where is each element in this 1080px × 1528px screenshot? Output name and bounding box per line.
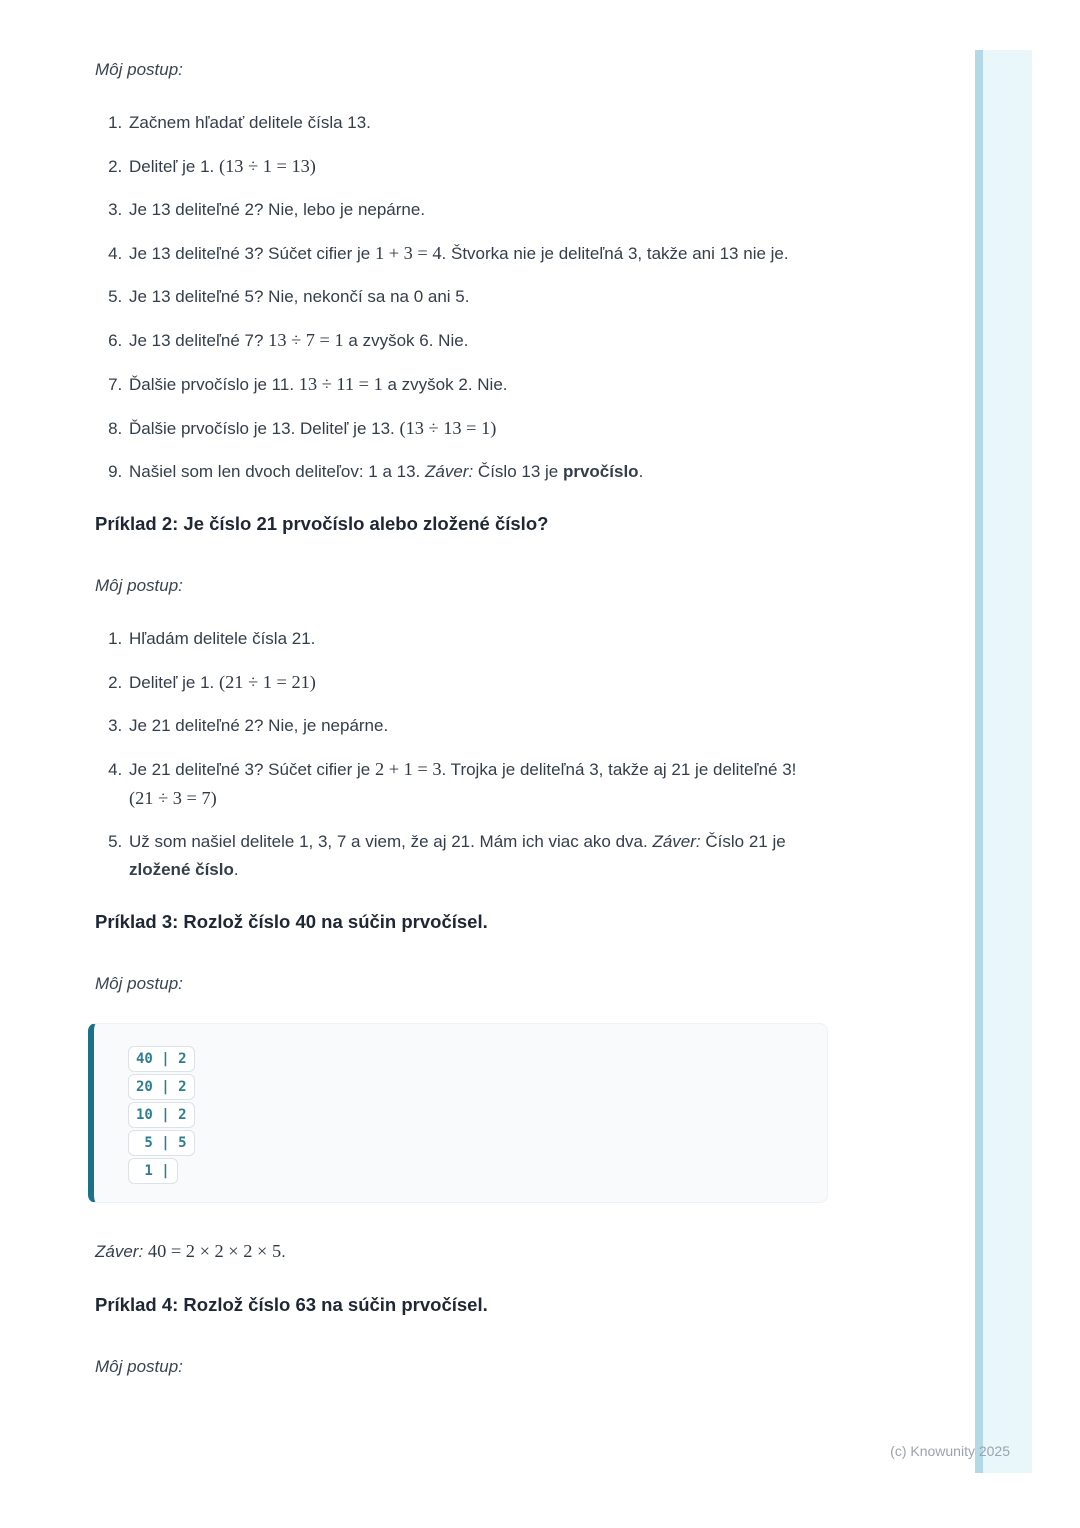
moj-postup-label: Môj postup: (95, 974, 183, 993)
step-text: Deliteľ je 1. (129, 673, 219, 692)
example-3-heading: Príklad 3: Rozlož číslo 40 na súčin prvočísel. (95, 911, 488, 932)
math-expression: 13 ÷ 7 = 1 (268, 330, 344, 350)
step-text: Je 21 deliteľné 2? Nie, je nepárne. (129, 716, 389, 735)
copyright-notice: (c) Knowunity 2025 (890, 1443, 1010, 1459)
list-item (127, 828, 825, 884)
list-item (127, 625, 825, 653)
steps-list-13 (95, 109, 825, 486)
list-item (127, 109, 825, 137)
list-item (127, 414, 825, 443)
document-content (95, 56, 825, 1406)
step-text: a zvyšok 6. Nie. (343, 331, 469, 350)
step-text: Hľadám delitele čísla 21. (129, 629, 316, 648)
math-expression: 2 + 1 = 3 (374, 759, 442, 779)
page-edge-stripe (975, 50, 1032, 1473)
list-item (127, 283, 825, 311)
step-text: Už som našiel delitele 1, 3, 7 a viem, že aj 21. Mám ich viac ako dva. (129, 832, 653, 851)
list-item (127, 668, 825, 697)
zaver-label: Záver: (652, 832, 701, 851)
zaver-line (95, 1237, 825, 1266)
moj-postup-label: Môj postup: (95, 576, 183, 595)
step-text: Deliteľ je 1. (129, 157, 219, 176)
conclusion-term: prvočíslo (562, 462, 639, 481)
step-text: Ďalšie prvočíslo je 11. (129, 375, 299, 394)
step-text: Je 13 deliteľné 3? Súčet cifier je (129, 244, 375, 263)
step-text: Je 13 deliteľné 7? (129, 331, 269, 350)
list-item (127, 152, 825, 181)
step-text: . Štvorka nie je deliteľná 3, takže ani 13 nie je. (441, 244, 789, 263)
math-expression: 13 ÷ 11 = 1 (298, 374, 383, 394)
list-item (127, 755, 825, 813)
example-2-heading: Príklad 2: Je číslo 21 prvočíslo alebo zložené číslo? (95, 513, 549, 534)
steps-list-21 (95, 625, 825, 884)
moj-postup-label: Môj postup: (95, 1357, 183, 1376)
step-text: Je 21 deliteľné 3? Súčet cifier je (129, 760, 375, 779)
step-text: Číslo 21 je (700, 832, 786, 851)
math-expression: 40 = 2 × 2 × 2 × 5 (147, 1241, 282, 1261)
math-expression: (13 ÷ 13 = 1) (399, 418, 497, 438)
step-text: . Trojka je deliteľná 3, takže aj 21 je deliteľné 3! (441, 760, 797, 779)
zaver-label: Záver: (95, 1242, 148, 1261)
zaver-label: Záver: (425, 462, 474, 481)
math-expression: (13 ÷ 1 = 13) (219, 156, 316, 176)
conclusion-term: zložené číslo (129, 860, 234, 879)
step-text: Ďalšie prvočíslo je 13. Deliteľ je 13. (129, 419, 400, 438)
factor-row: 20 | 2 (128, 1074, 195, 1100)
factor-row: 1 | (128, 1158, 178, 1184)
math-expression: (21 ÷ 1 = 21) (219, 672, 316, 692)
factor-row: 40 | 2 (128, 1046, 195, 1072)
list-item (127, 370, 825, 399)
factor-row: 10 | 2 (128, 1102, 195, 1128)
step-text: Je 13 deliteľné 2? Nie, lebo je nepárne. (129, 200, 426, 219)
factor-row: 5 | 5 (128, 1130, 195, 1156)
zaver-suffix: . (281, 1242, 286, 1261)
list-item (127, 712, 825, 740)
list-item (127, 196, 825, 224)
step-text: . (638, 462, 644, 481)
step-text: Začnem hľadať delitele čísla 13. (129, 113, 371, 132)
list-item (127, 326, 825, 355)
moj-postup-label: Môj postup: (95, 60, 183, 79)
list-item (127, 239, 825, 268)
math-expression: 1 + 3 = 4 (374, 243, 442, 263)
step-text: a zvyšok 2. Nie. (382, 375, 508, 394)
factorization-block (88, 1023, 828, 1203)
math-expression: (21 ÷ 3 = 7) (129, 788, 217, 808)
step-text: Číslo 13 je (473, 462, 563, 481)
example-4-heading: Príklad 4: Rozlož číslo 63 na súčin prvočísel. (95, 1294, 488, 1315)
step-text: . (233, 860, 239, 879)
list-item (127, 458, 825, 486)
step-text: Našiel som len dvoch deliteľov: 1 a 13. (129, 462, 426, 481)
step-text: Je 13 deliteľné 5? Nie, nekončí sa na 0 ani 5. (129, 287, 470, 306)
